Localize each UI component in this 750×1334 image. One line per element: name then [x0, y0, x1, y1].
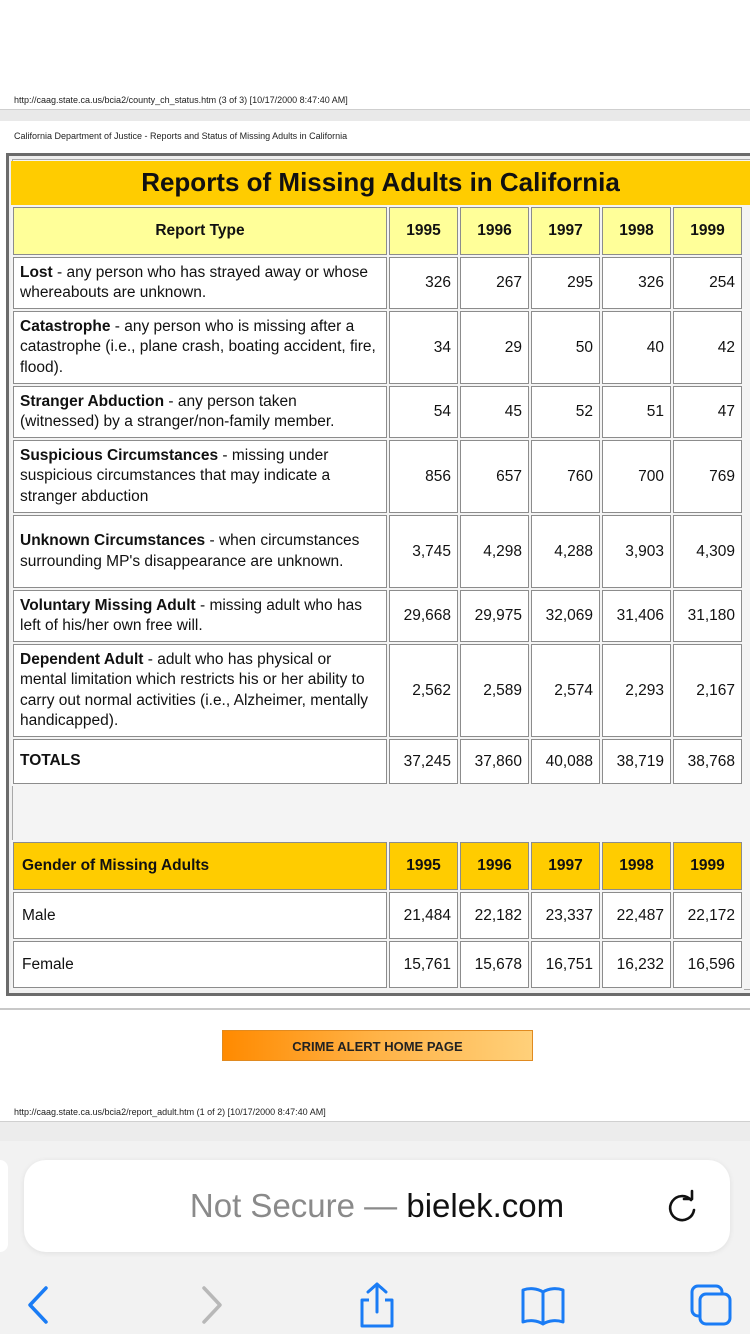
cell-value: 4,298 [460, 515, 529, 588]
bookmarks-icon[interactable] [520, 1282, 566, 1328]
cell-value: 769 [673, 440, 742, 513]
cell-value: 2,589 [460, 644, 529, 737]
page-title: Reports of Missing Adults in California [11, 161, 750, 205]
address-text [24, 1160, 730, 1252]
cell-value: 326 [602, 257, 671, 309]
totals-label: TOTALS [13, 739, 387, 784]
previous-tab-edge [0, 1160, 8, 1252]
cell-value: 267 [460, 257, 529, 309]
cell-value: 50 [531, 311, 600, 384]
table-row [13, 590, 742, 642]
cell-value: 42 [673, 311, 742, 384]
cell-value: 29,668 [389, 590, 458, 642]
cell-value: 21,484 [389, 892, 458, 939]
cell-value: 2,574 [531, 644, 600, 737]
row-description: Lost - any person who has strayed away or whose whereabouts are unknown. [13, 257, 387, 309]
table-row [13, 311, 742, 384]
cell-value: 45 [460, 386, 529, 438]
total-value: 38,719 [602, 739, 671, 784]
cell-value: 23,337 [531, 892, 600, 939]
cell-value: 47 [673, 386, 742, 438]
table-row [13, 644, 742, 737]
row-description: Voluntary Missing Adult - missing adult who has left of his/her own free will. [13, 590, 387, 642]
crime-alert-home-button[interactable]: CRIME ALERT HOME PAGE [222, 1030, 533, 1061]
row-description: Dependent Adult - adult who has physical or mental limitation which restricts his or her ability to carry out normal activities (i.e., Alzheimer, mentally handicapped). [13, 644, 387, 737]
cell-value: 4,288 [531, 515, 600, 588]
row-description: Suspicious Circumstances - missing under suspicious circumstances that may indicate a stranger abduction [13, 440, 387, 513]
gender-header-row [13, 842, 742, 890]
report-type-header: Report Type [13, 207, 387, 255]
gender-label: Male [13, 892, 387, 939]
cell-value: 54 [389, 386, 458, 438]
table-row [13, 386, 742, 438]
page-break-divider [0, 1121, 750, 1141]
cell-value: 31,180 [673, 590, 742, 642]
cell-value: 3,745 [389, 515, 458, 588]
back-chevron-icon[interactable] [16, 1282, 62, 1328]
share-icon[interactable] [354, 1282, 400, 1328]
year-header: 1999 [673, 842, 742, 890]
cell-value: 15,678 [460, 941, 529, 988]
department-header: California Department of Justice - Reports and Status of Missing Adults in California [14, 131, 348, 141]
total-value: 38,768 [673, 739, 742, 784]
cell-value: 295 [531, 257, 600, 309]
year-header: 1997 [531, 207, 600, 255]
print-url-footer: http://caag.state.ca.us/bcia2/report_adult.htm (1 of 2) [10/17/2000 8:47:40 AM] [14, 1107, 326, 1117]
cell-value: 2,293 [602, 644, 671, 737]
cell-value: 29 [460, 311, 529, 384]
year-header: 1998 [602, 207, 671, 255]
address-separator: — [355, 1187, 407, 1224]
horizontal-rule [0, 1008, 750, 1012]
year-header: 1999 [673, 207, 742, 255]
cell-value: 760 [531, 440, 600, 513]
table-row [13, 515, 742, 588]
gender-label: Female [13, 941, 387, 988]
cell-value: 22,172 [673, 892, 742, 939]
cell-value: 4,309 [673, 515, 742, 588]
forward-chevron-icon[interactable] [188, 1282, 234, 1328]
cell-value: 657 [460, 440, 529, 513]
tabs-icon[interactable] [688, 1282, 734, 1328]
table-row [13, 440, 742, 513]
cell-value: 16,751 [531, 941, 600, 988]
cell-value: 22,487 [602, 892, 671, 939]
reload-icon[interactable] [664, 1189, 700, 1225]
table-row [13, 941, 742, 988]
year-header: 1996 [460, 842, 529, 890]
cell-value: 34 [389, 311, 458, 384]
cell-value: 2,562 [389, 644, 458, 737]
table-row [13, 257, 742, 309]
cell-value: 3,903 [602, 515, 671, 588]
gender-table [11, 840, 744, 990]
cell-value: 700 [602, 440, 671, 513]
report-header-row [13, 207, 742, 255]
cell-value: 29,975 [460, 590, 529, 642]
cell-value: 856 [389, 440, 458, 513]
gender-header: Gender of Missing Adults [13, 842, 387, 890]
row-description: Catastrophe - any person who is missing after a catastrophe (i.e., plane crash, boating accident, fire, flood). [13, 311, 387, 384]
page-break-divider [0, 109, 750, 121]
year-header: 1997 [531, 842, 600, 890]
total-value: 37,245 [389, 739, 458, 784]
cell-value: 326 [389, 257, 458, 309]
print-url-header: http://caag.state.ca.us/bcia2/county_ch_status.htm (3 of 3) [10/17/2000 8:47:40 AM] [14, 95, 348, 105]
totals-row [13, 739, 742, 784]
cell-value: 15,761 [389, 941, 458, 988]
cell-value: 16,596 [673, 941, 742, 988]
cell-value: 31,406 [602, 590, 671, 642]
cell-value: 16,232 [602, 941, 671, 988]
year-header: 1995 [389, 207, 458, 255]
total-value: 37,860 [460, 739, 529, 784]
cell-value: 52 [531, 386, 600, 438]
year-header: 1996 [460, 207, 529, 255]
cell-value: 254 [673, 257, 742, 309]
not-secure-label: Not Secure [189, 1187, 355, 1224]
total-value: 40,088 [531, 739, 600, 784]
cell-value: 2,167 [673, 644, 742, 737]
cell-value: 40 [602, 311, 671, 384]
table-row [13, 892, 742, 939]
cell-value: 22,182 [460, 892, 529, 939]
cell-value: 51 [602, 386, 671, 438]
row-description: Stranger Abduction - any person taken (witnessed) by a stranger/non-family member. [13, 386, 387, 438]
row-description: Unknown Circumstances - when circumstances surrounding MP's disappearance are unknown. [13, 515, 387, 588]
address-bar[interactable] [24, 1160, 730, 1252]
year-header: 1998 [602, 842, 671, 890]
cell-value: 32,069 [531, 590, 600, 642]
year-header: 1995 [389, 842, 458, 890]
domain-label: bielek.com [406, 1187, 565, 1224]
report-type-table [11, 205, 744, 786]
